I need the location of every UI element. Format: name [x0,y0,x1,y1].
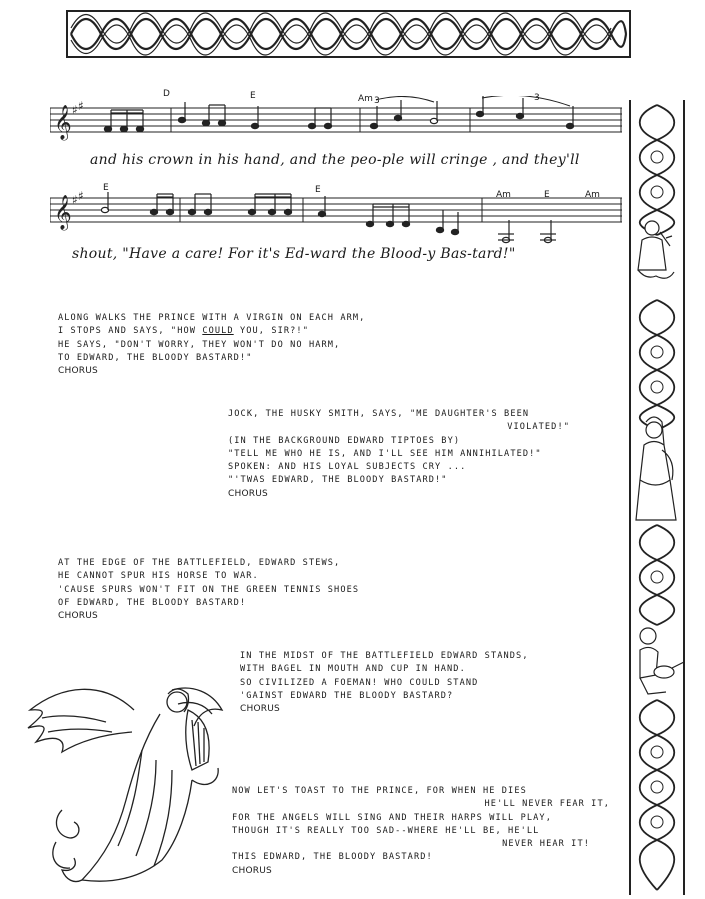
svg-text:𝄞: 𝄞 [54,195,72,230]
chord-label: E [544,190,550,200]
verse-line: SO CIVILIZED A FOEMAN! WHO COULD STAND [240,677,479,688]
verse-line: FOR THE ANGELS WILL SING AND THEIR HARPS WILL PLAY, [232,812,552,823]
svg-text:♯: ♯ [72,193,78,207]
verse-line: TO EDWARD, THE BLOODY BASTARD!" [58,352,253,363]
chorus-label: CHORUS [58,611,98,622]
chord-label: Am [358,94,373,104]
verse-2 [228,408,606,501]
svg-text:𝄞: 𝄞 [54,105,72,140]
verse-line: OF EDWARD, THE BLOODY BASTARD! [58,597,247,608]
svg-text:♯: ♯ [78,99,84,113]
music-staff-1 [50,96,622,146]
svg-text:♯: ♯ [72,103,78,117]
verse-line: THIS EDWARD, THE BLOODY BASTARD! [232,852,433,863]
verse-line: WITH BAGEL IN MOUTH AND CUP IN HAND. [240,664,466,675]
verse-line: VIOLATED!" [507,422,570,433]
verse-line: I STOPS AND SAYS, "HOW COULD YOU, SIR?!" [58,326,309,337]
chorus-label: CHORUS [228,488,268,499]
celtic-knot-border-top [66,10,631,58]
verse-line: HE CANNOT SPUR HIS HORSE TO WAR. [58,571,259,582]
lute-player-figure [631,627,684,699]
verse-line: "TELL ME WHO HE IS, AND I'LL SEE HIM ANNIHILATED!" [228,448,542,459]
harpist-figure [631,417,683,524]
chord-label: Am [585,190,600,200]
chord-label: 3 [534,93,540,103]
verse-3 [58,557,359,623]
chord-label: D [163,89,170,99]
chorus-label: CHORUS [240,704,280,715]
angel-with-harp-illustration [22,670,232,895]
chord-label: Am [496,190,511,200]
verse-line: NEVER HEAR IT! [502,839,590,850]
chord-label: E [250,91,256,101]
verse-line: NOW LET'S TOAST TO THE PRINCE, FOR WHEN HE DIES [232,786,527,796]
verse-4 [240,650,529,716]
verse-line: IN THE MIDST OF THE BATTLEFIELD EDWARD STANDS, [240,651,529,661]
chord-label: E [315,185,321,195]
verse-line: SPOKEN: AND HIS LOYAL SUBJECTS CRY ... [228,462,467,473]
svg-text:♯: ♯ [78,190,84,203]
verse-5 [232,785,620,878]
verse-1 [58,312,365,378]
chorus-label: CHORUS [232,865,272,876]
piper-figure [631,221,683,298]
lyrics-line-2: shout, "Have a care! For it's Ed-ward the Blood-y Bas-tard!" [72,246,516,262]
verse-line: ALONG WALKS THE PRINCE WITH A VIRGIN ON EACH ARM, [58,313,366,323]
chord-label: 3 [374,96,380,106]
verse-line: (IN THE BACKGROUND EDWARD TIPTOES BY) [228,435,461,446]
verse-line: 'CAUSE SPURS WON'T FIT ON THE GREEN TENNIS SHOES [58,584,360,595]
verse-line: AT THE EDGE OF THE BATTLEFIELD, EDWARD STEWS, [58,558,341,568]
chorus-label: CHORUS [58,366,98,377]
verse-line: HE SAYS, "DON'T WORRY, THEY WON'T DO NO HARM, [58,339,341,350]
music-staff-2 [50,190,622,250]
celtic-knot-border-side [626,100,688,895]
verse-line: HE'LL NEVER FEAR IT, [484,799,610,810]
verse-line: THOUGH IT'S REALLY TOO SAD--WHERE HE'LL BE, HE'LL [232,825,540,836]
verse-line: 'GAINST EDWARD THE BLOODY BASTARD? [240,690,454,701]
chord-label: E [103,183,109,193]
verse-line: JOCK, THE HUSKY SMITH, SAYS, "ME DAUGHTER'S BEEN [228,409,530,419]
lyrics-line-1: and his crown in his hand, and the peo-ple will cringe , and they'll [90,152,580,168]
verse-line: "'TWAS EDWARD, THE BLOODY BASTARD!" [228,475,448,486]
